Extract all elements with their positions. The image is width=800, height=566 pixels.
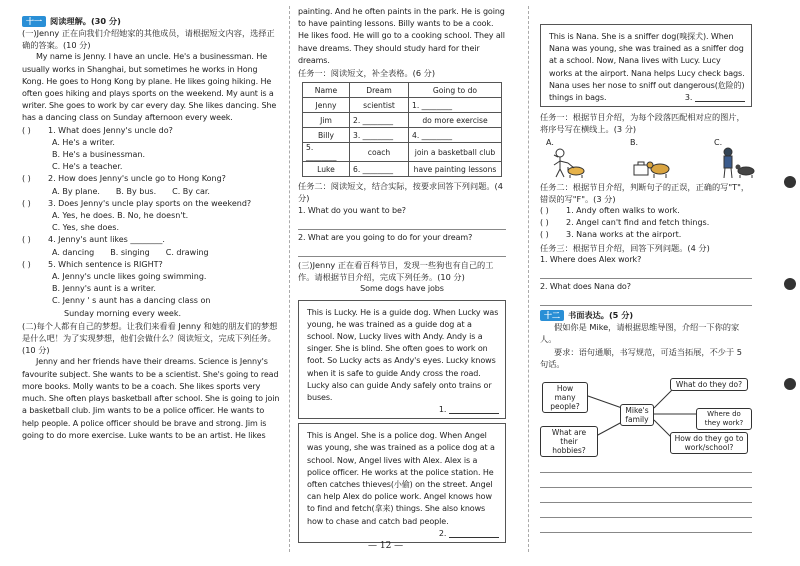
dream-table [302,82,502,177]
table-row: Jenny scientist 1. ________ [303,98,502,113]
task3-question-2: 2. What does Nana do? [540,282,631,292]
answer-line[interactable] [540,293,752,306]
part3-instruction: (三)Jenny 正在看百科节目，发现一些狗也有自己的工作。请根据节目介绍，完成下列任务。(10 分) [298,260,494,283]
task2-question-2: 2. What are you going to do for your dream? [298,232,473,242]
police-dog-picture [714,147,758,179]
question-2: ( ) 2. How does Jenny's uncle go to Hong Kong? [22,174,226,184]
table-header: Name [303,83,350,98]
option: A. He's a writer. [52,137,115,147]
task3-question-1: 1. Where does Alex work? [540,254,642,264]
picture-row [540,138,752,181]
answer-line[interactable] [298,217,506,230]
writing-line[interactable] [540,520,752,533]
passage-box-nana: This is Nana. She is a sniffer dog(嗅探犬). When Nana was young, she was trained as a sniffer dog at a school. Now, Nana lives with Lucy. Lucy works at the airport. Nana helps Lucy check bags. Nana uses her nose to sniff out dangerous(危险的) things in bags. 3. [540,24,752,107]
question-1: ( ) 1. What does Jenny's uncle do? [22,125,173,135]
option: B. He's a businessman. [52,150,146,160]
tf-question: ( ) 2. Angel can't find and fetch things. [540,218,710,228]
sniffer-dog-picture [630,147,674,179]
part1-instruction: (一)Jenny 正在向我们介绍她家的其他成员，请根据短文内容，选择正确的答案。(10 分) [22,28,275,51]
node-what-do-they-do: What do they do? [670,378,748,391]
node-where-do-they-work: Where do they work? [696,408,752,430]
passage-box-angel: This is Angel. She is a police dog. When Angel was young, she was trained as a police dog at a school. Now, Angel lives with Alex. Alex is a police officer. He works at the police station. He often catches thieves(小偷) on the street. Angel can help Alex do police work. Angel knows how to find and fetch(拿来) things. She also knows how to chase and catch bad people. 2. [298,423,506,543]
answer-line[interactable] [298,244,506,257]
node-how-do-they-go: How do they go to work/school? [670,432,748,454]
writing-line[interactable] [540,460,752,473]
passage-box-lucky: This is Lucky. He is a guide dog. When Lucky was young, he was trained as a guide dog at a school. Now, Lucky lives with Andy. Andy is a singer. She is blind. She often goes to work on foot. So Lucky acts as Andy's eyes. Lucky knows when it is safe to guide Andy cross the road. Lucky also can guide Andy safely onto trains or buses. 1. [298,300,506,420]
part2-passage: Jenny and her friends have their dreams. Science is Jenny's favourite subject. She wants to be a scientist. She's going to read more books. Molly wants to be a coach. She likes sports very much. She often plays basketball after school. She is going to join a basketball club. Jim wants to be a police officer. He wants to help people. A police officer should be brave and strong. Jim is going to do more exercise. Luke wants to be an artist. He likes [22,357,280,440]
options-row: A. By plane. B. By bus. C. By car. [52,186,210,196]
answer-number: 1. [438,405,447,415]
option: B. Jenny's aunt is a writer. [52,284,156,294]
task2-instruction: 任务二：阅读短文，结合实际，按要求回答下列问题。(4 分) [298,181,503,204]
part2-instruction: (二)每个人都有自己的梦想。让我们来看看 Jenny 和她的朋友们的梦想是什么吧！为了实现梦想，他们会做什么？阅读短文，完成下列任务。(10 分) [22,320,278,356]
answer-number: 2. [438,528,447,538]
task2-question-1: 1. What do you want to be? [298,205,406,215]
section-title: 阅读理解。(30 分) [50,16,121,26]
mind-map [540,374,752,460]
answer-line[interactable] [540,266,752,279]
option: C. He's a teacher. [52,162,123,172]
binding-mark [784,278,796,290]
section-12-header [540,310,752,321]
answer-number: 3. [684,93,693,103]
options-row: A. dancing B. singing C. drawing [52,247,209,257]
node-hobbies: What are their hobbies? [540,426,598,457]
question-4: ( ) 4. Jenny's aunt likes ________. [22,235,165,245]
table-header: Going to do [409,83,502,98]
answer-blank[interactable] [449,404,499,414]
section-badge: 十一 [22,16,46,27]
table-row: Billy 3. ________ 4. ________ [303,128,502,143]
part3-title: Some dogs have jobs [360,284,444,294]
table-row: Luke 6. ________ have painting lessons [303,162,502,177]
part2-passage-continued: painting. And he often paints in the park. He is going to have painting lessons. Billy wants to be a cook. He likes food. He will go to a cooking school. They all have dreams. They should study hard for their dreams. [298,7,505,65]
section-title: 书面表达。(5 分) [568,310,634,321]
writing-line[interactable] [540,505,752,518]
writing-requirements: 要求：语句通顺，书写规范，可适当拓展，不少于 5 句话。 [540,346,742,369]
question-5: ( ) 5. Which sentence is RIGHT? [22,259,163,269]
page-number: — 12 — [368,541,404,551]
answer-blank[interactable] [449,528,499,538]
node-center-mikes-family: Mike's family [620,404,654,426]
task1-instruction: 任务一：阅读短文，补全表格。(6 分) [298,68,436,79]
picture-c: C. [714,138,758,181]
table-header: Dream [350,83,409,98]
table-row: 5. ________ coach join a basketball club [303,143,502,162]
option: C. Jenny ' s aunt has a dancing class on [52,296,211,306]
question-3: ( ) 3. Does Jenny's uncle play sports on the weekend? [22,198,252,208]
binding-mark [784,378,796,390]
column-1 [22,0,280,566]
node-how-many-people: How many people? [542,382,588,413]
task3-instruction: 任务三：根据节目介绍，回答下列问题。(4 分) [540,242,710,253]
tf-question: ( ) 3. Nana works at the airport. [540,230,682,240]
part1-passage: My name is Jenny. I have an uncle. He's a businessman. He usually works in Shanghai, but sometimes he works in Hong Kong. He goes to Hong Kong by plane. He likes going hiking. He often goes hiking and plays sports on the weekend. My aunt is a writer. She goes to work by car every day. She likes dancing. She has a dancing class on Sunday afternoon every week. [22,52,277,123]
section-badge: 十二 [540,310,564,321]
task1-instruction: 任务一：根据节目介绍，为每个段落匹配相对应的图片，将序号写在横线上。(3 分) [540,112,745,135]
option: A. Yes, he does. B. No, he doesn't. [52,211,189,221]
binding-mark [784,176,796,188]
column-divider [528,6,529,552]
column-3 [540,0,752,566]
task2-instruction: 任务二：根据节目介绍，判断句子的正误，正确的写"T"，错误的写"F"。(3 分) [540,181,750,204]
writing-line[interactable] [540,475,752,488]
writing-prompt: 假如你是 Mike，请根据思维导图，介绍一下你的家人。 [540,322,740,345]
writing-line[interactable] [540,490,752,503]
guide-dog-picture [546,147,590,179]
section-11-header [22,16,280,27]
option: C. Yes, she does. [52,223,119,233]
answer-blank[interactable] [695,92,745,102]
table-row: Jim 2. ________ do more exercise [303,113,502,128]
tf-question: ( ) 1. Andy often walks to work. [540,206,680,216]
picture-a: A. [546,138,590,181]
option: Sunday morning every week. [64,308,182,318]
option: A. Jenny's uncle likes going swimming. [52,272,207,282]
picture-b: B. [630,138,674,181]
column-2 [298,0,506,566]
column-divider [289,6,290,552]
